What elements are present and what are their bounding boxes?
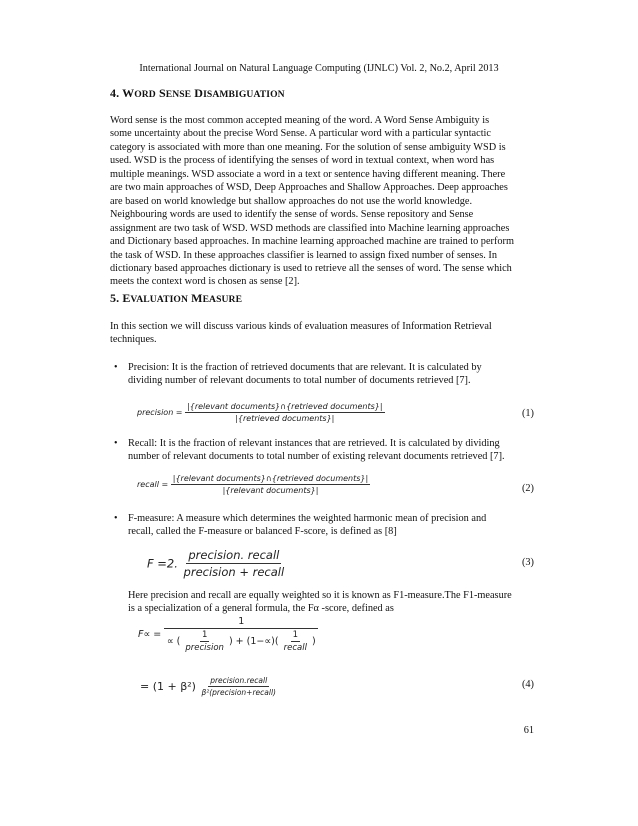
fraction-denominator: recall — [283, 643, 307, 653]
equation-fraction — [182, 548, 287, 579]
alpha-open: ∝ ( — [166, 636, 181, 647]
fraction-numerator: |{relevant documents}∩{retrieved documents}| — [172, 474, 369, 483]
equation-lhs: = (1 + β²) — [140, 680, 196, 693]
bullet-text — [128, 437, 534, 464]
bullet-icon: • — [114, 438, 118, 449]
equation-3-label: (3) — [521, 557, 534, 568]
text-line: In this section we will discuss various kinds of evaluation measures of Information Retrieval — [110, 321, 492, 332]
falpha-paragraph — [128, 589, 534, 616]
section-4-heading — [110, 86, 285, 101]
text-line: and Dictionary based approaches. In machine learning approached machine are trained to perform — [110, 236, 514, 248]
text-line: dictionary based approaches dictionary is used to retrieve all the senses of word. The sense which — [110, 262, 512, 274]
fraction-numerator: 1 — [201, 630, 208, 640]
equation-1 — [137, 402, 385, 423]
text-line: number of relevant documents to total number of existing relevant documents retrieved [7]. — [128, 451, 505, 463]
fraction-numerator: precision.recall — [210, 676, 268, 685]
heading-smallcaps: VALUATION — [130, 294, 189, 305]
heading-smallcaps: ISAMBIGUATION — [203, 89, 285, 100]
section-number: 4. — [110, 86, 120, 100]
equation-fraction — [185, 402, 384, 423]
fraction-numerator: |{relevant documents}∩{retrieved documents}| — [187, 402, 383, 411]
text-line: recall, called the F-measure or balanced F-score, is defined as [8] — [128, 526, 397, 538]
equation-fraction — [199, 676, 278, 697]
equation-fraction — [164, 616, 318, 653]
section-4-paragraph — [110, 114, 534, 289]
text-line: is a specialization of a general formula, the Fα -score, defined as — [128, 603, 394, 615]
heading-smallcaps: ENSE — [165, 89, 192, 100]
text-line: assignment are two task of WSD. WSD methods are classified into Machine learning approaches — [110, 222, 510, 234]
equation-3 — [147, 548, 286, 579]
equation-2-label: (2) — [521, 483, 534, 494]
text-line: dividing number of relevant documents to total number of documents retrieved [7]. — [128, 375, 471, 387]
equation-lhs: F∝ = — [138, 629, 162, 640]
equation-fraction — [171, 474, 370, 495]
equation-falpha — [138, 616, 318, 653]
alpha-close: ) — [311, 636, 316, 647]
bullet-text — [128, 512, 534, 539]
text-line: category is associated with more than one meaning. For the solution of sense ambiguity WSD is — [110, 141, 506, 153]
fraction-denominator: β²(precision+recall) — [201, 688, 276, 697]
equation-2 — [137, 474, 370, 495]
fraction-denominator — [165, 629, 318, 653]
equation-1-label: (1) — [521, 408, 534, 419]
section-5-heading — [110, 291, 242, 306]
text-line: used. WSD is the process of identifying the senses of word in textual context, when word has — [110, 155, 495, 167]
equation-lhs: precision = — [137, 408, 183, 417]
text-line: meets the context word is chosen as sense [2]. — [110, 276, 300, 288]
equation-lhs: F =2. — [147, 556, 178, 571]
heading-smallcaps: EASURE — [202, 294, 243, 305]
bullet-icon: • — [114, 513, 118, 524]
section-number: 5. — [110, 291, 120, 305]
text-line: are based on world knowledge but shallow approaches do not use the world knowledge. — [110, 195, 473, 207]
heading-letter: D — [194, 86, 204, 100]
heading-letter: W — [122, 86, 135, 100]
fraction-numerator: 1 — [292, 630, 298, 640]
heading-letter: M — [191, 291, 203, 305]
inner-fraction-recall — [282, 630, 309, 653]
page-number: 61 — [523, 725, 534, 736]
section-5-intro — [110, 320, 534, 347]
text-line: some uncertainty about the precise Word Sense. A particular word with a particular syntactic — [110, 128, 491, 140]
fraction-denominator: precision + recall — [183, 565, 285, 579]
text-line: Recall: It is the fraction of relevant instances that are retrieved. It is calculated by dividing — [128, 438, 500, 449]
fraction-denominator: precision — [185, 643, 224, 653]
alpha-middle: ) + (1−∝)( — [228, 636, 279, 647]
text-line: the task of WSD. In these approaches classifier is learned to assign fixed number of senses. In — [110, 249, 497, 261]
bullet-icon: • — [114, 362, 118, 373]
fraction-numerator: precision. recall — [188, 548, 280, 562]
text-line: Word sense is the most common accepted meaning of the word. A Word Sense Ambiguity is — [110, 115, 490, 126]
heading-smallcaps: ORD — [134, 89, 156, 100]
fraction-denominator: |{retrieved documents}| — [235, 414, 335, 423]
fraction-numerator: 1 — [164, 616, 318, 629]
text-line: Precision: It is the fraction of retrieved documents that are relevant. It is calculated by — [128, 362, 482, 373]
equation-4 — [140, 676, 278, 697]
equation-4-label: (4) — [521, 679, 534, 690]
heading-letter: S — [158, 86, 166, 100]
text-line: multiple meanings. WSD associate a word in a text or sentence having different meaning. There — [110, 168, 506, 180]
text-line: F-measure: A measure which determines the weighted harmonic mean of precision and — [128, 513, 487, 524]
bullet-text — [128, 361, 534, 388]
fraction-denominator: |{relevant documents}| — [222, 486, 319, 495]
equation-lhs: recall = — [137, 480, 169, 489]
text-line: Neighbouring words are used to identify the sense of words. Sense repository and Sense — [110, 209, 474, 221]
inner-fraction-precision — [183, 630, 226, 653]
text-line: Here precision and recall are equally weighted so it is known as F1-measure.The F1-measure — [128, 590, 512, 601]
text-line: are two main approaches of WSD, Deep Approaches and Shallow Approaches. Deep approaches — [110, 182, 508, 194]
heading-letter: E — [122, 291, 131, 305]
text-line: techniques. — [110, 334, 157, 346]
journal-header: International Journal on Natural Language Computing (IJNLC) Vol. 2, No.2, April 2013 — [139, 63, 499, 74]
